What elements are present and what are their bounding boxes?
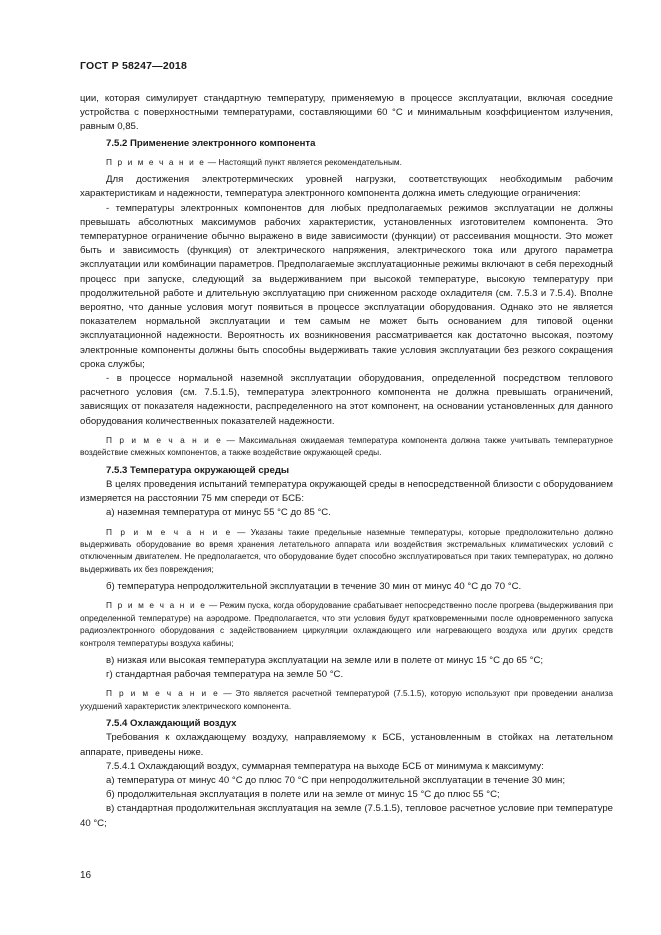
note-text: — Максимальная ожидаемая температура компонента должна также учитывать температурное воздействие смежных компонентов, а также воздействие окружающей среды. bbox=[80, 434, 613, 458]
list-item: - в процессе нормальной наземной эксплуатации оборудования, определенной посредством теплового расчетного условия (см. 7.5.1.5), температура электронного компонента не должна превышать ограничений, зависящих от показателя надежности, распределенного на этот компонент, на основании установленных для данного оборудования количественных показателей надежности. bbox=[80, 373, 613, 427]
paragraph: Требования к охлаждающему воздуху, направляемому к БСБ, установленным в стойках на летательном аппарате, приведены ниже. bbox=[80, 732, 613, 758]
paragraph: 7.5.4.1 Охлаждающий воздух, суммарная температура на выходе БСБ от минимума к максимуму: bbox=[106, 760, 544, 772]
note bbox=[80, 526, 613, 576]
paragraph: ции, которая симулирует стандартную температуру, применяемую в процессе эксплуатации, включая соседние устройства с поверхностными температурами, составляющими 60 °С и минимальным коэффициентом излучения, равным 0,85. bbox=[80, 93, 613, 133]
note bbox=[80, 434, 613, 459]
note-label: П р и м е ч а н и е bbox=[106, 156, 206, 167]
note-label: П р и м е ч а н и е bbox=[106, 526, 232, 537]
list-item: в) стандартная продолжительная эксплуатация на земле (7.5.1.5), тепловое расчетное условие при температуре 40 °С; bbox=[80, 803, 613, 829]
list-item: а) наземная температура от минус 55 °С до 85 °С. bbox=[106, 507, 331, 519]
note-text: — Настоящий пункт является рекомендательным. bbox=[205, 156, 402, 167]
note-text: — Режим пуска, когда оборудование срабатывает непосредственно после прогрева (выдерживания при определенной температуре) на аэродроме. Предполагается, что эти условия будут кратковременными после одновременного запуска радиоэлектронного оборудования с задействованием циркуляции охлаждающего или нагревающего воздуха или других средств контроля температуры воздуха кабины; bbox=[80, 600, 613, 648]
section-heading: 7.5.2 Применение электронного компонента bbox=[106, 137, 316, 149]
paragraph: Для достижения электротермических уровней нагрузки, соответствующих необходимым рабочим характеристикам и надежности, температура электронного компонента должна иметь следующие ограничения: bbox=[80, 174, 613, 200]
note-label: П р и м е ч а н и е bbox=[106, 434, 223, 445]
note-label: П р и м е ч а н и е bbox=[106, 600, 207, 611]
note-text: — Это является расчетной температурой (7.5.1.5), которую используют при проведении анализа ухудшений характеристик электрического компонента. bbox=[80, 688, 613, 711]
list-item: б) продолжительная эксплуатация в полете или на земле от минус 15 °С до плюс 55 °С; bbox=[106, 789, 500, 801]
note bbox=[80, 687, 613, 712]
document-header: ГОСТ Р 58247—2018 bbox=[80, 60, 188, 72]
note bbox=[80, 156, 613, 168]
section-heading: 7.5.4 Охлаждающий воздух bbox=[106, 718, 237, 730]
list-item: - температуры электронных компонентов для любых предполагаемых режимов эксплуатации не должны превышать абсолютных максимумов рабочих характеристик, установленных изготовителем компонента. Это температурное ограничение обычно выражено в виде зависимости (функции) от рассеивания мощности. Это может быть и зависимость (функция) от электрического напряжения, электрического тока или другого параметра эксплуатации или комбинации параметров. Предполагаемые эксплуатационные режимы включают в себя переходный процесс при запуске, следующий за выдерживанием при высокой температуре, высокую температуру при продолжительной работе и длительную эксплуатацию при сниженном расходе охладителя (см. 7.5.3 и 7.5.4). Вполне вероятно, что данные условия могут появиться в процессе эксплуатации оборудования. Однако это не является показателем нормальной эксплуатации и тем самым не может быть основанием для типовой оценки эксплуатационной надежности. Вероятность их возникновения рассматривается как достаточно высокая, поэтому электронные компоненты должны быть способны выдерживать такие условия эксплуатации без резкого сокращения срока службы; bbox=[80, 202, 613, 370]
list-item: г) стандартная рабочая температура на земле 50 °С. bbox=[106, 669, 344, 681]
list-item: б) температура непродолжительной эксплуатации в течение 30 мин от минус 40 °С до 70 °С. bbox=[106, 581, 522, 593]
section-heading: 7.5.3 Температура окружающей среды bbox=[106, 464, 290, 476]
note-text: — Указаны такие предельные наземные температуры, которые предположительно должно выдерживать оборудование во время хранения летательного аппарата или воздействия экстремальных климатических условий с отключенным двигателем. Не предполагается, что оборудование будет способно эксплуатироваться при таких температурах, но должно выдерживать их без повреждения; bbox=[80, 526, 613, 574]
page-number: 16 bbox=[80, 870, 92, 881]
paragraph: В целях проведения испытаний температура окружающей среды в непосредственной близости с оборудованием измеряется на расстоянии 75 мм спереди от БСБ: bbox=[80, 478, 613, 505]
note-label: П р и м е ч а н и е bbox=[106, 688, 220, 699]
list-item: а) температура от минус 40 °С до плюс 70 °С при непродолжительной эксплуатации в течение 30 мин; bbox=[106, 774, 566, 786]
list-item: в) низкая или высокая температура эксплуатации на земле или в полете от минус 15 °С до 65 °С; bbox=[106, 654, 544, 666]
page-body bbox=[80, 92, 613, 831]
note bbox=[80, 599, 613, 649]
